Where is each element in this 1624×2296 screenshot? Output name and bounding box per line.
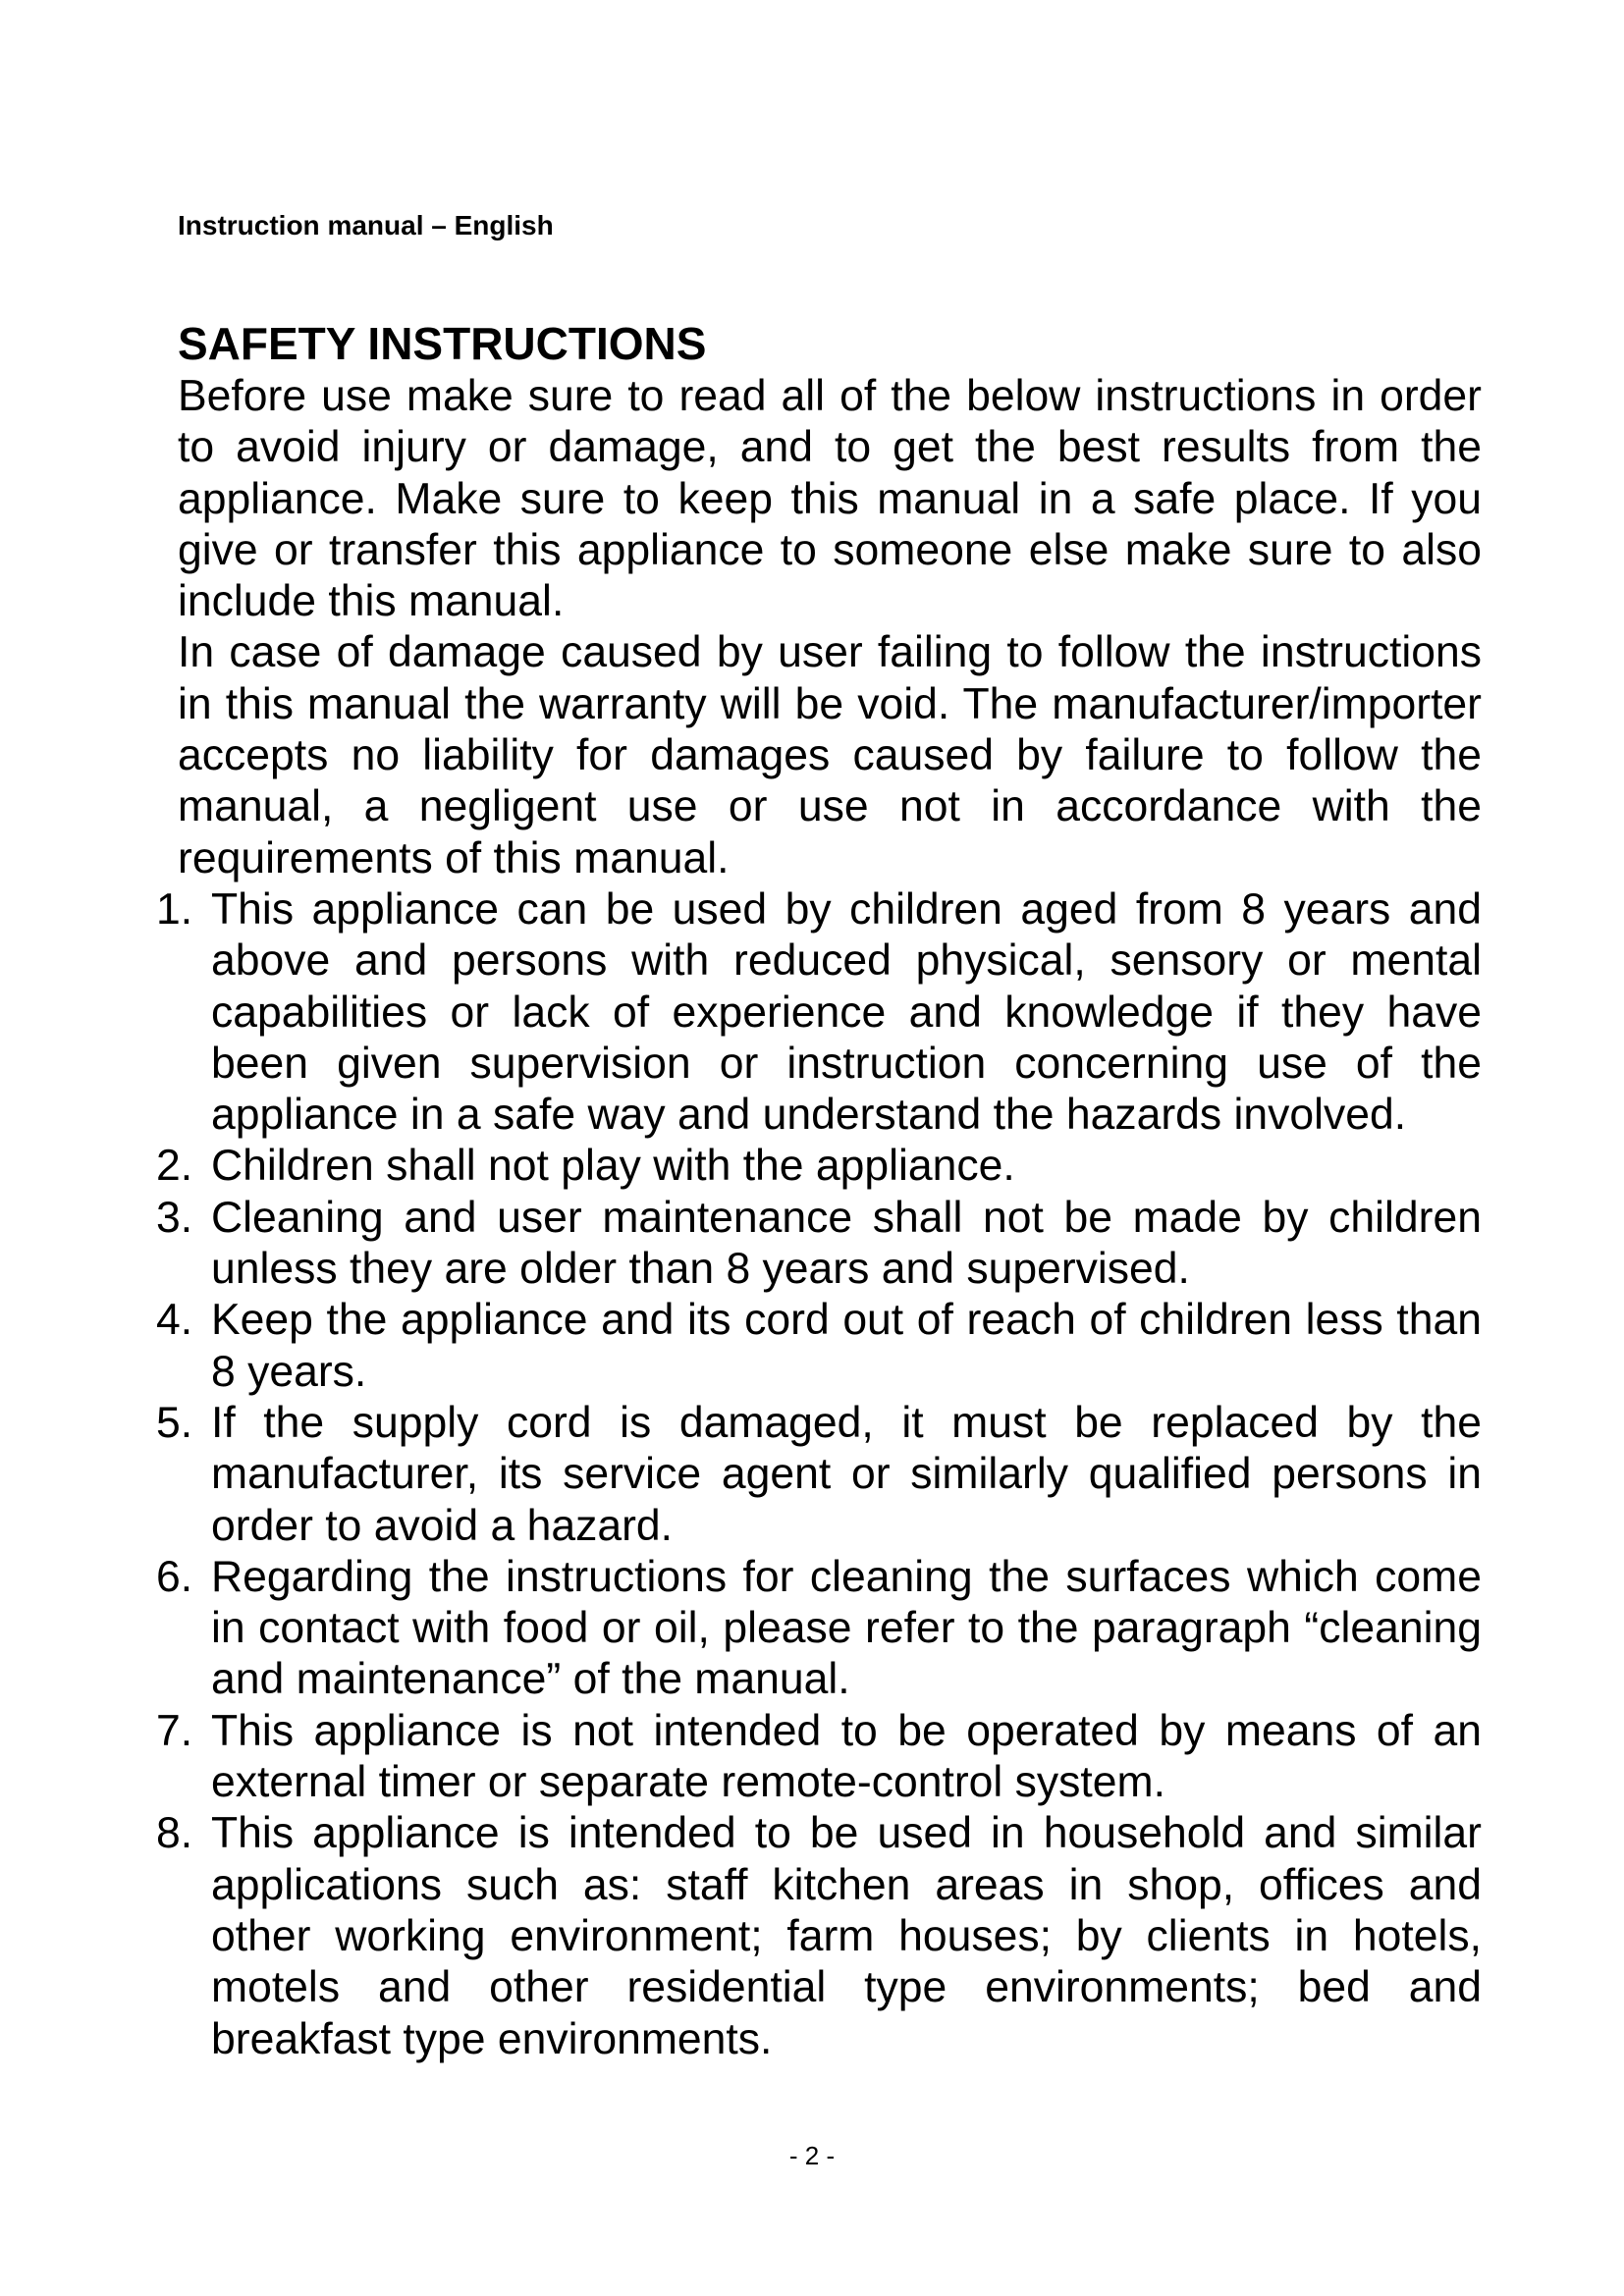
list-item-text: This appliance is intended to be used in household and similar applications such as: staff kitchen areas in shop, offices and other working environment; farm houses; by clients in hotels, motels and other residential type environments; bed and breakfast type environments. — [211, 1809, 1482, 2063]
list-item-number: 2. — [156, 1142, 193, 1191]
list-item-text: Regarding the instructions for cleaning the surfaces which come in contact with food or oil, please refer to the paragraph “cleaning and maintenance” of the manual. — [211, 1552, 1482, 1704]
section-title: SAFETY INSTRUCTIONS — [178, 318, 707, 369]
list-item-text: This appliance can be used by children aged from 8 years and above and persons with reduced physical, sensory or mental capabilities or lack of experience and knowledge if they have been given supervision or instruction concerning use of the appliance in a safe way and understand the hazards involved. — [211, 884, 1482, 1140]
list-item — [156, 1552, 1482, 1706]
list-item-text: Cleaning and user maintenance shall not be made by children unless they are older than 8 years and supervised. — [211, 1193, 1482, 1294]
list-item — [156, 1808, 1482, 2064]
page-number: - 2 - — [788, 2141, 836, 2170]
running-header: Instruction manual – English — [178, 210, 554, 240]
list-item — [156, 1193, 1482, 1296]
list-item — [156, 1398, 1482, 1552]
list-item-number: 7. — [156, 1706, 193, 1755]
list-item-number: 5. — [156, 1398, 193, 1447]
list-item-text: If the supply cord is damaged, it must be replaced by the manufacturer, its service agent or similarly qualified persons in order to avoid a hazard. — [211, 1398, 1482, 1550]
warranty-paragraph: In case of damage caused by user failing to follow the instructions in this manual the warranty will be void. The manufacturer/importer accepts no liability for damages caused by failure to follow the manual, a negligent use or use not in accordance with the requirements of this manual. — [178, 628, 1482, 882]
list-item — [156, 1295, 1482, 1398]
list-item-text: Children shall not play with the appliance. — [211, 1142, 1015, 1191]
list-item — [156, 1141, 1482, 1192]
list-item — [156, 884, 1482, 1141]
list-item-number: 1. — [156, 884, 193, 934]
list-item-number: 3. — [156, 1193, 193, 1242]
list-item-text: Keep the appliance and its cord out of reach of children less than 8 years. — [211, 1296, 1482, 1396]
list-item-number: 6. — [156, 1552, 193, 1601]
safety-list — [156, 884, 1482, 2065]
list-item — [156, 1706, 1482, 1809]
intro-paragraph: Before use make sure to read all of the below instructions in order to avoid injury or damage, and to get the best results from the appliance. Make sure to keep this manual in a safe place. If you give or transfer this appliance to someone else make sure to also include this manual. — [178, 372, 1482, 626]
list-item-number: 8. — [156, 1809, 193, 1858]
list-item-number: 4. — [156, 1296, 193, 1345]
safety-section — [156, 316, 1482, 2065]
list-item-text: This appliance is not intended to be operated by means of an external timer or separate remote-control system. — [211, 1706, 1482, 1807]
